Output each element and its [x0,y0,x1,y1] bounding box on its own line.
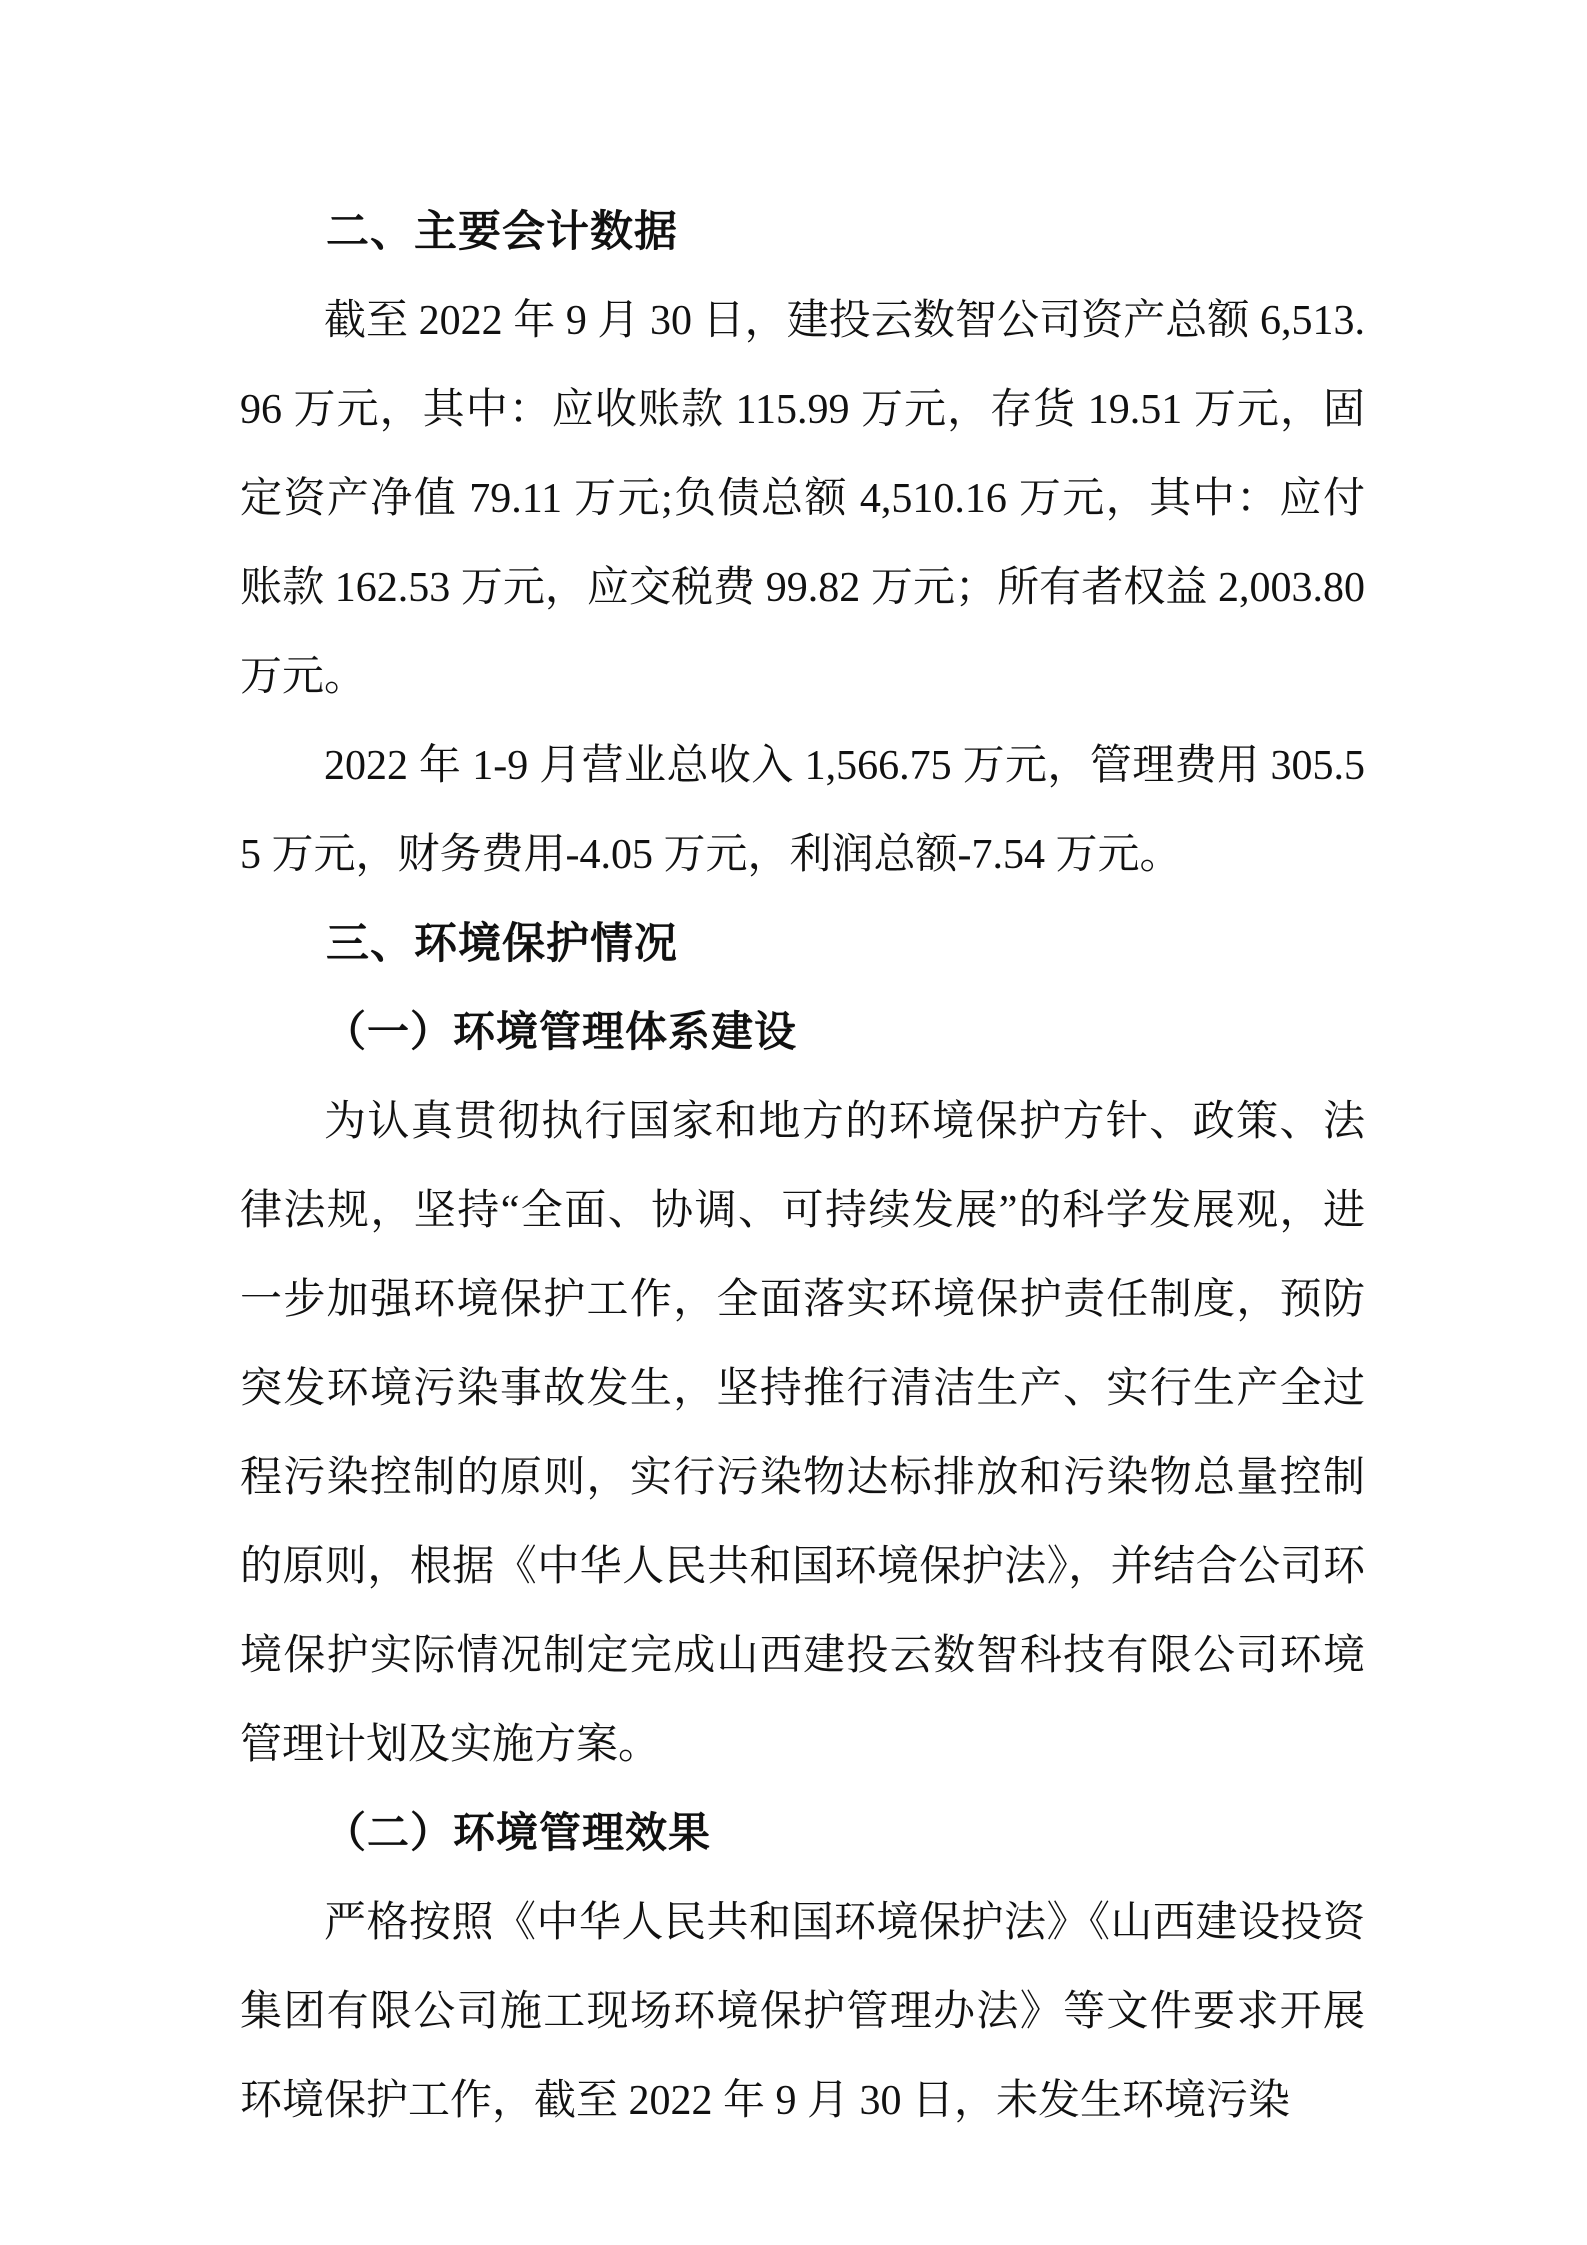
subsection-heading-env-management-system: （一）环境管理体系建设 [324,1010,798,1056]
paragraph-env-management-effect: 严格按照《中华人民共和国环境保护法》《山西建设投资集团有限公司施工现场环境保护管理办法》等文件要求开展环境保护工作，截至 2022 年 9 月 30 日，未发生环境污染 [240,1900,1365,2124]
subsection-heading-env-management-effect: （二）环境管理效果 [324,1811,712,1857]
paragraph-revenue-expenses: 2022 年 1-9 月营业总收入 1,566.75 万元，管理费用 305.55 万元，财务费用-4.05 万元，利润总额-7.54 万元。 [240,743,1365,878]
section-heading-environmental-protection: 三、环境保护情况 [326,920,678,968]
paragraph-env-management-system: 为认真贯彻执行国家和地方的环境保护方针、政策、法律法规，坚持“全面、协调、可持续发展”的科学发展观，进一步加强环境保护工作，全面落实环境保护责任制度，预防突发环境污染事故发生，坚持推行清洁生产、实行生产全过程污染控制的原则，实行污染物达标排放和污染物总量控制的原则，根据《中华人民共和国环境保护法》，并结合公司环境保护实际情况制定完成山西建投云数智科技有限公司环境管理计划及实施方案。 [240,1099,1365,1768]
paragraph-assets-liabilities: 截至 2022 年 9 月 30 日，建投云数智公司资产总额 6,513.96 万元，其中：应收账款 115.99 万元，存货 19.51 万元，固定资产净值 79.11 万元;负债总额 4,510.16 万元，其中：应付账款 162.53 万元，应交税费 99.82 万元；所有者权益 2,003.80 万元。 [240,298,1365,700]
section-heading-main-accounting-data: 二、主要会计数据 [326,208,678,256]
